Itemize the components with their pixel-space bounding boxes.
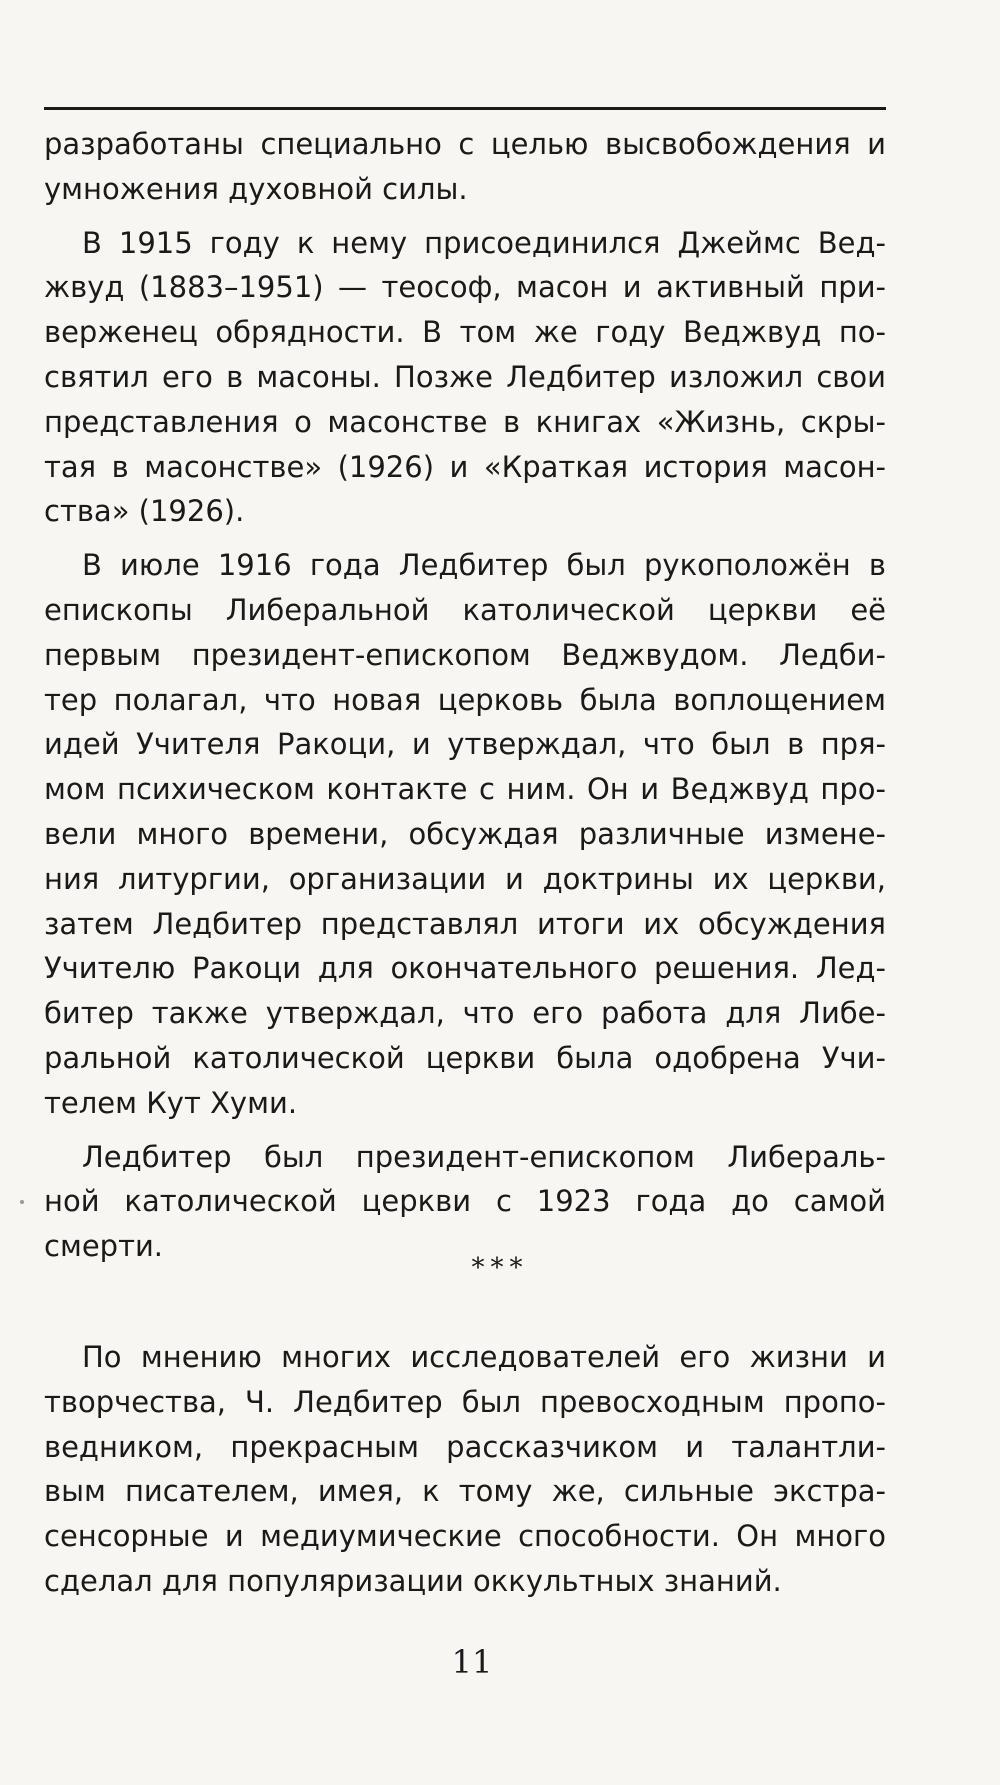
text-line: тая в масонстве» (1926) и «Краткая история масон-	[44, 449, 886, 484]
text-line: ния литургии, организации и доктрины их церкви,	[44, 861, 886, 896]
paragraph	[44, 1335, 886, 1604]
paragraph	[44, 543, 886, 1125]
text-line: Учителю Ракоци для окончательного решения. Лед-	[44, 951, 886, 986]
paper-speck	[20, 1200, 24, 1204]
text-line: тер полагал, что новая церковь была воплощением	[44, 682, 886, 717]
paragraph	[44, 1135, 886, 1269]
text-line: ральной католической церкви была одобрена Учи-	[44, 1040, 886, 1075]
text-line: ства» (1926).	[44, 494, 245, 529]
paragraph	[44, 221, 886, 535]
text-line: умножения духовной силы.	[44, 171, 468, 206]
text-line: В 1915 году к нему присоединился Джеймс Вед-	[82, 225, 886, 260]
page-number: 11	[451, 1643, 493, 1681]
text-line: смерти.	[44, 1229, 164, 1264]
section-separator: ***	[471, 1253, 529, 1283]
text-line: идей Учителя Ракоци, и утверждал, что был в пря-	[44, 727, 886, 762]
text-line: епископы Либеральной католической церкви её	[44, 592, 886, 627]
text-line: По мнению многих исследователей его жизни и	[82, 1340, 886, 1374]
header-rule	[44, 107, 886, 110]
main-text-block	[44, 122, 886, 1272]
text-line: вели много времени, обсуждая различные измене-	[44, 816, 886, 851]
text-line: затем Ледбитер представлял итоги их обсуждения	[44, 906, 886, 941]
text-line: мом психическом контакте с ним. Он и Веджвуд про-	[44, 772, 886, 807]
text-line: жвуд (1883–1951) — теософ, масон и активный при-	[44, 270, 886, 305]
text-line: битер также утверждал, что его работа для Либе-	[44, 996, 886, 1031]
text-line: ной католической церкви с 1923 года до самой	[44, 1184, 886, 1219]
text-line: верженец обрядности. В том же году Веджвуд по-	[44, 315, 886, 350]
text-line: первым президент-епископом Веджвудом. Ледби-	[44, 637, 886, 672]
text-line: сенсорные и медиумические способности. Он много	[44, 1519, 886, 1554]
paragraph	[44, 122, 886, 212]
text-line: телем Кут Хуми.	[44, 1085, 298, 1120]
text-line: святил его в масоны. Позже Ледбитер изложил свои	[44, 359, 886, 394]
text-line: ведником, прекрасным рассказчиком и талантли-	[44, 1429, 886, 1464]
text-line: вым писателем, имея, к тому же, сильные экстра-	[44, 1474, 886, 1509]
text-line: разработаны специально с целью высвобождения и	[44, 127, 886, 161]
text-line: сделал для популяризации оккультных знаний.	[44, 1563, 782, 1598]
text-line: представления о масонстве в книгах «Жизнь, скры-	[44, 404, 886, 439]
text-line: Ледбитер был президент-епископом Либераль-	[82, 1139, 886, 1174]
text-line: творчества, Ч. Ледбитер был превосходным пропо-	[44, 1384, 886, 1419]
text-line: В июле 1916 года Ледбитер был рукоположён в	[82, 548, 886, 583]
closing-text-block	[44, 1335, 886, 1607]
